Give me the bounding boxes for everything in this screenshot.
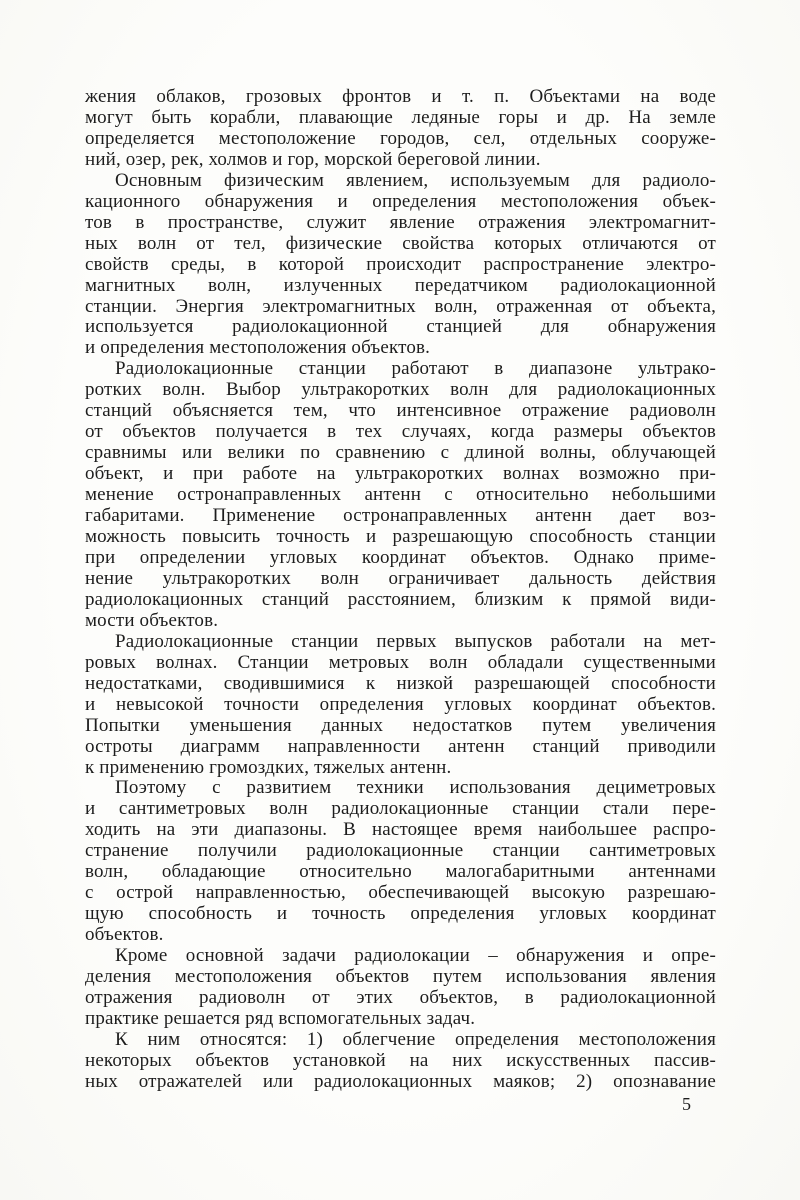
text-line: отражения радиоволн от этих объектов, в радиолокационной — [85, 986, 716, 1008]
text-line: волн, обладающие относительно малогабаритными антеннами — [85, 861, 716, 883]
text-line: и сантиметровых волн радиолокационные станции стали пере- — [85, 798, 716, 820]
text-line: недостатками, сводившимися к низкой разрешающей способности — [85, 672, 716, 694]
text-line: могут быть корабли, плавающие ледяные горы и др. На земле — [85, 106, 716, 128]
text-line: станций объясняется тем, что интенсивное отражение радиоволн — [85, 400, 716, 422]
text-line: ний, озер, рек, холмов и гор, морской береговой линии. — [85, 148, 541, 170]
text-line: объект, и при работе на ультракоротких волнах возможно при- — [85, 463, 716, 485]
text-line: мости объектов. — [85, 609, 219, 631]
text-line: практике решается ряд вспомогательных задач. — [85, 1007, 476, 1029]
text-line: от объектов получается в тех случаях, когда размеры объектов — [85, 421, 716, 443]
text-line: ротких волн. Выбор ультракоротких волн для радиолокационных — [85, 379, 716, 401]
text-line: сравнимы или велики по сравнению с длиной волны, облучающей — [85, 442, 716, 464]
text-line: жения облаков, грозовых фронтов и т. п. Объектами на воде — [85, 86, 716, 107]
text-line: деления местоположения объектов путем использования явления — [85, 966, 716, 988]
text-line: тов в пространстве, служит явление отражения электромагнит- — [85, 211, 716, 233]
text-line: габаритами. Применение остронаправленных антенн дает воз- — [85, 505, 716, 527]
text-line: ных отражателей или радиолокационных маяков; 2) опознавание — [85, 1070, 716, 1092]
text-line: К ним относятся: 1) облегчение определения местоположения — [115, 1028, 716, 1050]
text-line: Поэтому с развитием техники использования дециметровых — [115, 777, 716, 799]
text-line: и определения местоположения объектов. — [85, 337, 430, 359]
text-line: Попытки уменьшения данных недостатков путем увеличения — [85, 714, 716, 736]
text-line: Радиолокационные станции работают в диапазоне ультрако- — [115, 358, 716, 380]
text-line: используется радиолокационной станцией для обнаружения — [85, 316, 716, 338]
text-line: Кроме основной задачи радиолокации – обнаружения и опре- — [115, 945, 716, 967]
text-line: радиолокационных станций расстоянием, близким к прямой види- — [85, 588, 716, 610]
text-line: определяется местоположение городов, сел, отдельных сооруже- — [85, 127, 716, 149]
text-line: странение получили радиолокационные станции сантиметровых — [85, 840, 716, 862]
text-line: магнитных волн, излученных передатчиком радиолокационной — [85, 274, 716, 296]
text-line: Основным физическим явлением, используемым для радиоло- — [115, 169, 716, 191]
text-line: нение ультракоротких волн ограничивает дальность действия — [85, 567, 716, 589]
text-line: с острой направленностью, обеспечивающей высокую разрешаю- — [85, 882, 716, 904]
text-line: остроты диаграмм направленности антенн станций приводили — [85, 735, 716, 757]
text-line: к применению громоздких, тяжелых антенн. — [85, 756, 452, 778]
text-line: можность повысить точность и разрешающую способность станции — [85, 526, 716, 548]
text-line: свойств среды, в которой происходит распространение электро- — [85, 253, 716, 275]
text-line: некоторых объектов установкой на них искусственных пассив- — [85, 1049, 716, 1071]
text-line: ровых волнах. Станции метровых волн обладали существенными — [85, 651, 716, 673]
text-line: и невысокой точности определения угловых координат объектов. — [85, 693, 716, 715]
text-line: кационного обнаружения и определения местоположения объек- — [85, 190, 716, 212]
text-line: менение остронаправленных антенн с относительно небольшими — [85, 484, 716, 506]
text-line: при определении угловых координат объектов. Однако приме- — [85, 546, 716, 568]
body-text — [85, 87, 716, 1093]
text-line: станции. Энергия электромагнитных волн, отраженная от объекта, — [85, 295, 716, 317]
text-line: Радиолокационные станции первых выпусков работали на мет- — [115, 630, 716, 652]
text-line: объектов. — [85, 924, 164, 946]
text-line: ходить на эти диапазоны. В настоящее время наибольшее распро- — [85, 819, 716, 841]
page-number: 5 — [682, 1094, 691, 1114]
text-line: ных волн от тел, физические свойства которых отличаются от — [85, 232, 716, 254]
text-line: щую способность и точность определения угловых координат — [85, 903, 716, 925]
